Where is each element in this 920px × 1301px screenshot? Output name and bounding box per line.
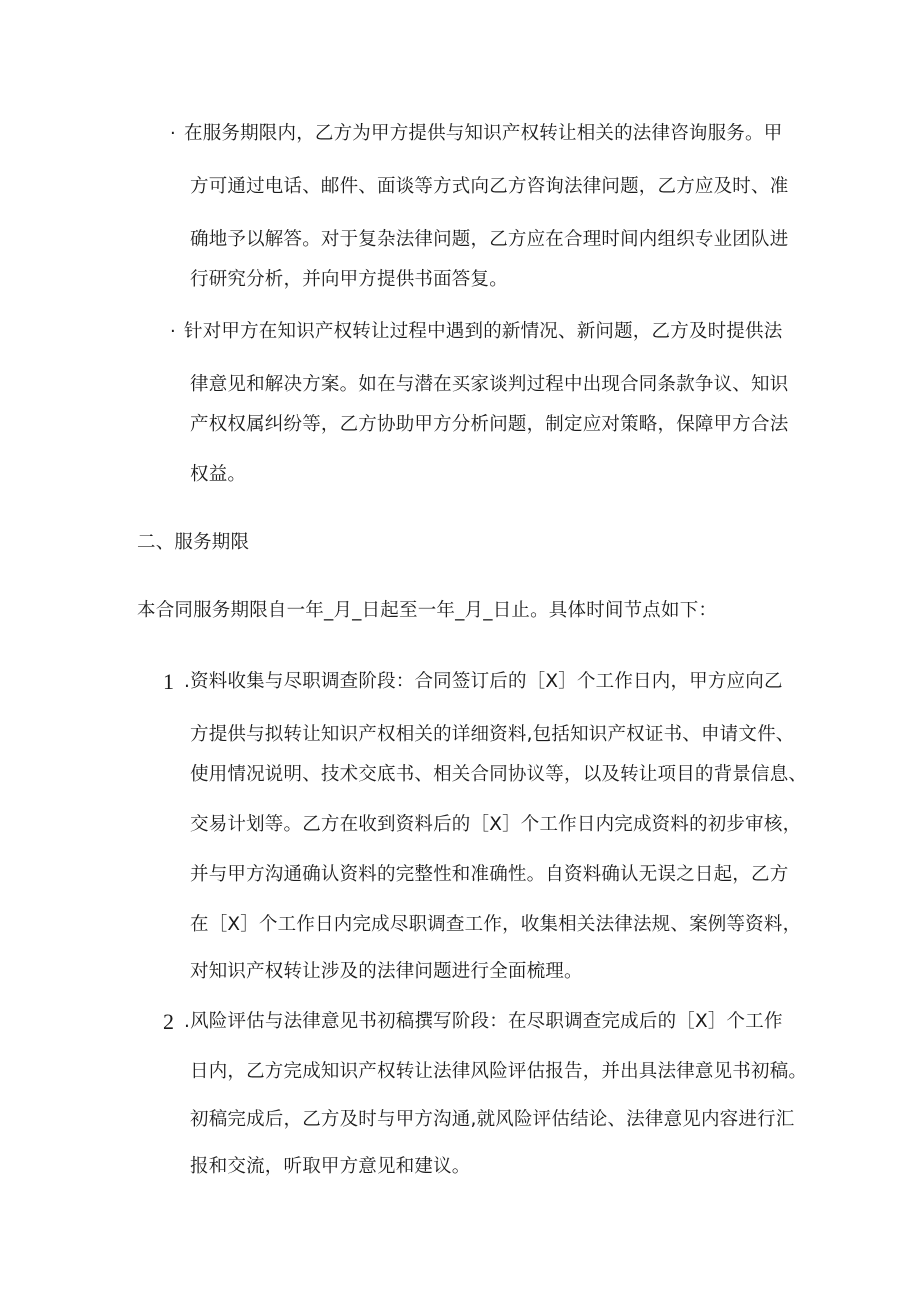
- list-item-line: 并与甲方沟通确认资料的完整性和准确性。自资料确认无误之日起，乙方: [190, 864, 789, 885]
- section-intro: 本合同服务期限自一年_月_日起至一年_月_日止。具体时间节点如下：: [137, 600, 718, 621]
- list-number: 1: [163, 669, 174, 694]
- paragraph-line: 权益。: [190, 464, 247, 485]
- list-item-line: 日内，乙方完成知识产权转让法律风险评估报告，并出具法律意见书初稿。: [190, 1061, 808, 1082]
- paragraph-line: 行研究分析，并向甲方提供书面答复。: [190, 269, 508, 290]
- list-item-line: 方提供与拟转让知识产权相关的详细资料,包括知识产权证书、申请文件、: [190, 724, 795, 745]
- paragraph-line: 产权权属纠纷等，乙方协助甲方分析问题，制定应对策略，保障甲方合法: [190, 414, 789, 435]
- paragraph-line: 方可通过电话、邮件、面谈等方式向乙方咨询法律问题，乙方应及时、准: [190, 176, 789, 197]
- bullet-mark: ·: [170, 123, 176, 144]
- paragraph-line: 确地予以解答。对于复杂法律问题，乙方应在合理时间内组织专业团队进: [190, 229, 789, 250]
- list-item-line: 对知识产权转让涉及的法律问题进行全面梳理。: [190, 961, 583, 982]
- list-item-line: 初稿完成后，乙方及时与甲方沟通,就风险评估结论、法律意见内容进行汇: [190, 1109, 795, 1130]
- list-item-line: 报和交流，听取甲方意见和建议。: [190, 1156, 471, 1177]
- paragraph-line: 在服务期限内，乙方为甲方提供与知识产权转让相关的法律咨询服务。甲: [184, 123, 783, 144]
- bullet-mark: ·: [170, 321, 176, 342]
- section-heading: 二、服务期限: [137, 532, 250, 553]
- list-item-line: .风险评估与法律意见书初稿撰写阶段：在尽职调查完成后的［X］个工作: [184, 1011, 783, 1032]
- list-item-line: 使用情况说明、技术交底书、相关合同协议等，以及转让项目的背景信息、: [190, 764, 808, 785]
- paragraph-line: 律意见和解决方案。如在与潜在买家谈判过程中出现合同条款争议、知识: [190, 374, 789, 395]
- list-item-line: 在［X］个工作日内完成尽职调查工作，收集相关法律法规、案例等资料，: [190, 914, 802, 935]
- list-item-line: 交易计划等。乙方在收到资料后的［X］个工作日内完成资料的初步审核，: [190, 814, 802, 835]
- list-item-line: .资料收集与尽职调查阶段：合同签订后的［X］个工作日内，甲方应向乙: [184, 671, 783, 692]
- list-number: 2: [163, 1009, 174, 1034]
- paragraph-line: 针对甲方在知识产权转让过程中遇到的新情况、新问题，乙方及时提供法: [184, 321, 783, 342]
